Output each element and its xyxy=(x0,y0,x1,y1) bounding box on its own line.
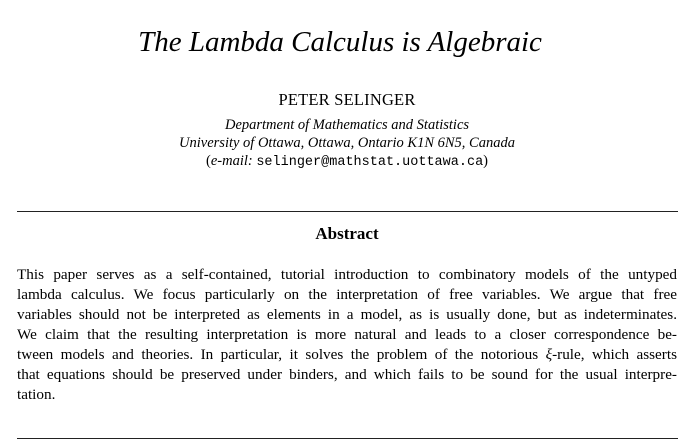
top-rule xyxy=(17,211,678,212)
abstract-line-6: that equations should be preserved under binders, and which fails to be sound for the usual interpre- xyxy=(17,366,677,383)
abstract-line-5 xyxy=(17,345,677,365)
author-name: PETER SELINGER xyxy=(278,90,416,109)
email-label: e-mail: xyxy=(210,153,253,169)
bottom-rule xyxy=(17,438,678,439)
email-open-paren: ( xyxy=(205,153,211,169)
abstract-line-3: variables should not be interpreted as elements in a model, as is usually done, but as indeterminates. xyxy=(17,306,677,323)
abstract-line-4: We claim that the resulting interpretation is more natural and leads to a closer correspondence be- xyxy=(17,326,677,343)
department: Department of Mathematics and Statistics xyxy=(224,117,470,133)
abstract-line-5-text-b: -rule, which asserts xyxy=(552,346,677,363)
xi-symbol: ξ xyxy=(545,346,553,363)
email-address: selinger@mathstat.uottawa.ca xyxy=(256,155,484,170)
abstract-heading: Abstract xyxy=(315,224,379,243)
abstract-line-1: This paper serves as a self-contained, tutorial introduction to combinatory models of the untyped xyxy=(17,266,677,283)
institution: University of Ottawa, Ottawa, Ontario K1N 6N5, Canada xyxy=(179,135,515,151)
paper-title: The Lambda Calculus is Algebraic xyxy=(138,26,542,58)
email-close-paren: ) xyxy=(483,153,489,169)
abstract-line-2: lambda calculus. We focus particularly on the interpretation of free variables. We argue that free xyxy=(17,286,677,303)
abstract-line-7: tation. xyxy=(17,386,56,403)
abstract-line-5-text-a: tween models and theories. In particular, it solves the problem of the notorious xyxy=(17,346,546,363)
email-line xyxy=(0,152,680,172)
